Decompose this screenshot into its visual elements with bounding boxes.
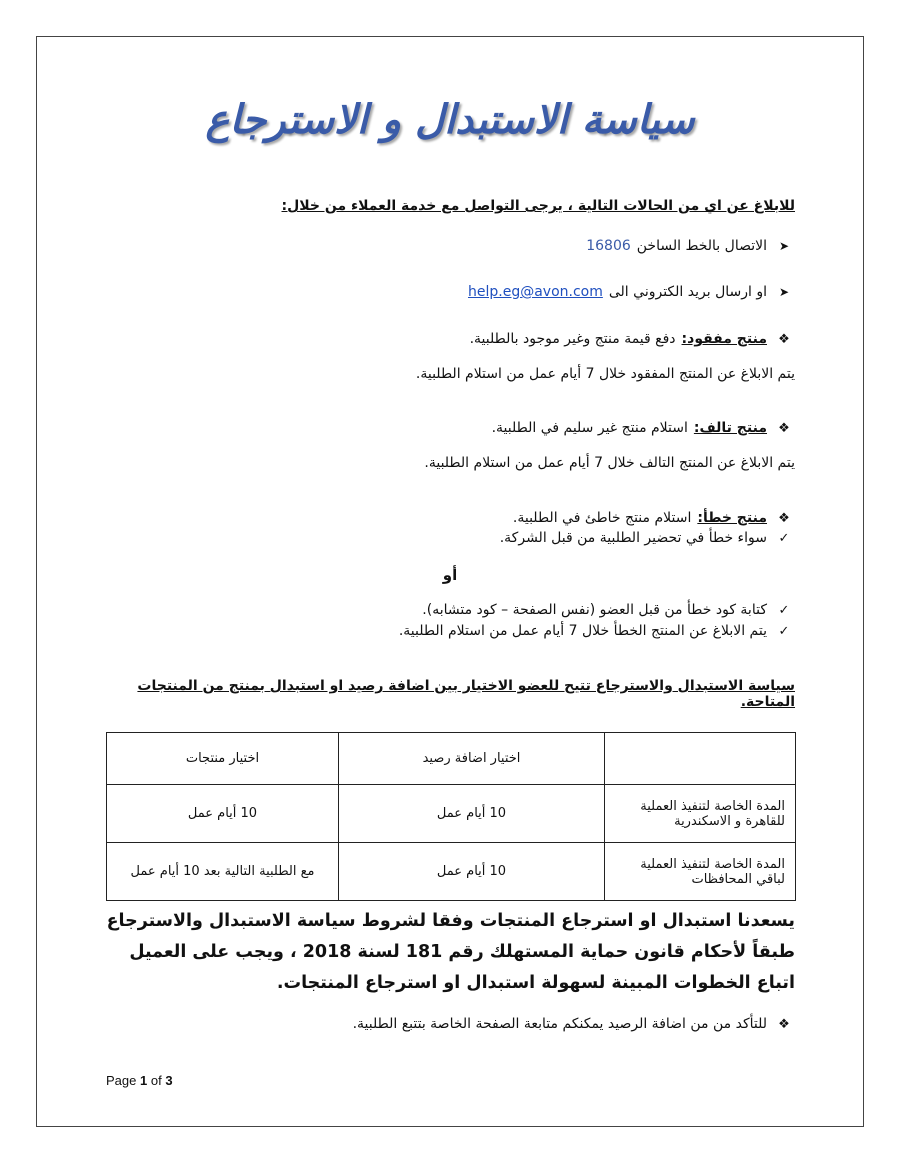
balance-note: للتأكد من من اضافة الرصيد يمكنكم متابعة الصفحة الخاصة بتتبع الطلبية. bbox=[352, 1016, 767, 1032]
page-total: 3 bbox=[165, 1073, 173, 1088]
diamond-bullet-icon: ❖ bbox=[778, 331, 790, 347]
check-bullet-icon: ✓ bbox=[778, 530, 790, 546]
damaged-note: يتم الابلاغ عن المنتج التالف خلال 7 أيام عمل من استلام الطلبية. bbox=[424, 455, 795, 471]
missing-note: يتم الابلاغ عن المنتج المفقود خلال 7 أيام عمل من استلام الطلبية. bbox=[415, 366, 795, 382]
wrong-check-1-text: سواء خطأ في تحضير الطلبية من قبل الشركة. bbox=[499, 530, 767, 546]
wrong-check-3-text: يتم الابلاغ عن المنتج الخطأ خلال 7 أيام عمل من استلام الطلبية. bbox=[398, 623, 767, 639]
damaged-label: منتج تالف: bbox=[693, 420, 767, 436]
wrong-check-1 bbox=[105, 530, 795, 546]
hotline-item bbox=[105, 238, 795, 254]
table-header-cell: اختيار اضافة رصيد bbox=[339, 733, 605, 785]
balance-note-item bbox=[105, 1016, 795, 1032]
or-word: أو bbox=[442, 566, 458, 584]
table-cell: المدة الخاصة لتنفيذ العملية لباقي المحافظات bbox=[605, 843, 796, 901]
table-header-row bbox=[107, 733, 796, 785]
table-row bbox=[107, 843, 796, 901]
table-cell: 10 أيام عمل bbox=[107, 785, 339, 843]
email-item bbox=[105, 284, 795, 300]
hotline-text: الاتصال بالخط الساخن bbox=[636, 238, 767, 254]
email-link[interactable]: help.eg@avon.com bbox=[468, 284, 603, 300]
wrong-label: منتج خطأ: bbox=[697, 510, 767, 526]
wrong-check-2-text: كتابة كود خطأ من قبل العضو (نفس الصفحة – كود متشابه). bbox=[422, 602, 767, 618]
policy-table bbox=[106, 732, 796, 901]
page-word: Page bbox=[106, 1073, 137, 1088]
page-footer bbox=[106, 1073, 173, 1088]
table-row bbox=[107, 785, 796, 843]
damaged-desc: استلام منتج غير سليم في الطلبية. bbox=[491, 420, 688, 436]
wrong-item bbox=[105, 510, 795, 526]
table-header-cell: اختيار منتجات bbox=[107, 733, 339, 785]
closing-paragraph: يسعدنا استبدال او استرجاع المنتجات وفقا لشروط سياسة الاستبدال والاسترجاع طبقاً لأحكام قانون حماية المستهلك رقم 181 لسنة 2018 ، ويجب على العميل اتباع الخطوات المبينة لسهولة استبدال او استرجاع المنتجات. bbox=[106, 911, 795, 993]
wrong-check-2 bbox=[105, 602, 795, 618]
of-word: of bbox=[150, 1073, 162, 1088]
damaged-item bbox=[105, 420, 795, 436]
arrow-bullet-icon: ➤ bbox=[778, 239, 790, 253]
diamond-bullet-icon: ❖ bbox=[778, 420, 790, 436]
table-cell: مع الطلبية التالية بعد 10 أيام عمل bbox=[107, 843, 339, 901]
wrong-desc: استلام منتج خاطئ في الطلبية. bbox=[512, 510, 692, 526]
page-title: سياسة الاستبدال و الاسترجاع bbox=[205, 96, 695, 143]
table-cell: 10 أيام عمل bbox=[339, 785, 605, 843]
diamond-bullet-icon: ❖ bbox=[778, 510, 790, 526]
missing-desc: دفع قيمة منتج وغير موجود بالطلبية. bbox=[469, 331, 676, 347]
check-bullet-icon: ✓ bbox=[778, 623, 790, 639]
arrow-bullet-icon: ➤ bbox=[778, 285, 790, 299]
diamond-bullet-icon: ❖ bbox=[778, 1016, 790, 1032]
hotline-number: 16806 bbox=[586, 238, 631, 254]
missing-item bbox=[105, 331, 795, 347]
email-text: او ارسال بريد الكتروني الى bbox=[608, 284, 767, 300]
table-header-cell bbox=[605, 733, 796, 785]
policy-line: سياسة الاستبدال والاسترجاع تتيح للعضو الاختيار بين اضافة رصيد او استبدال بمنتج من المنتجات المتاحة. bbox=[137, 678, 795, 710]
intro-text: للابلاغ عن اي من الحالات التالية ، يرجى التواصل مع خدمة العملاء من خلال: bbox=[281, 198, 795, 214]
missing-label: منتج مفقود: bbox=[681, 331, 767, 347]
table-cell: المدة الخاصة لتنفيذ العملية للقاهرة و الاسكندرية bbox=[605, 785, 796, 843]
wrong-check-3 bbox=[105, 623, 795, 639]
table-cell: 10 أيام عمل bbox=[339, 843, 605, 901]
page-number: 1 bbox=[140, 1073, 148, 1088]
check-bullet-icon: ✓ bbox=[778, 602, 790, 618]
